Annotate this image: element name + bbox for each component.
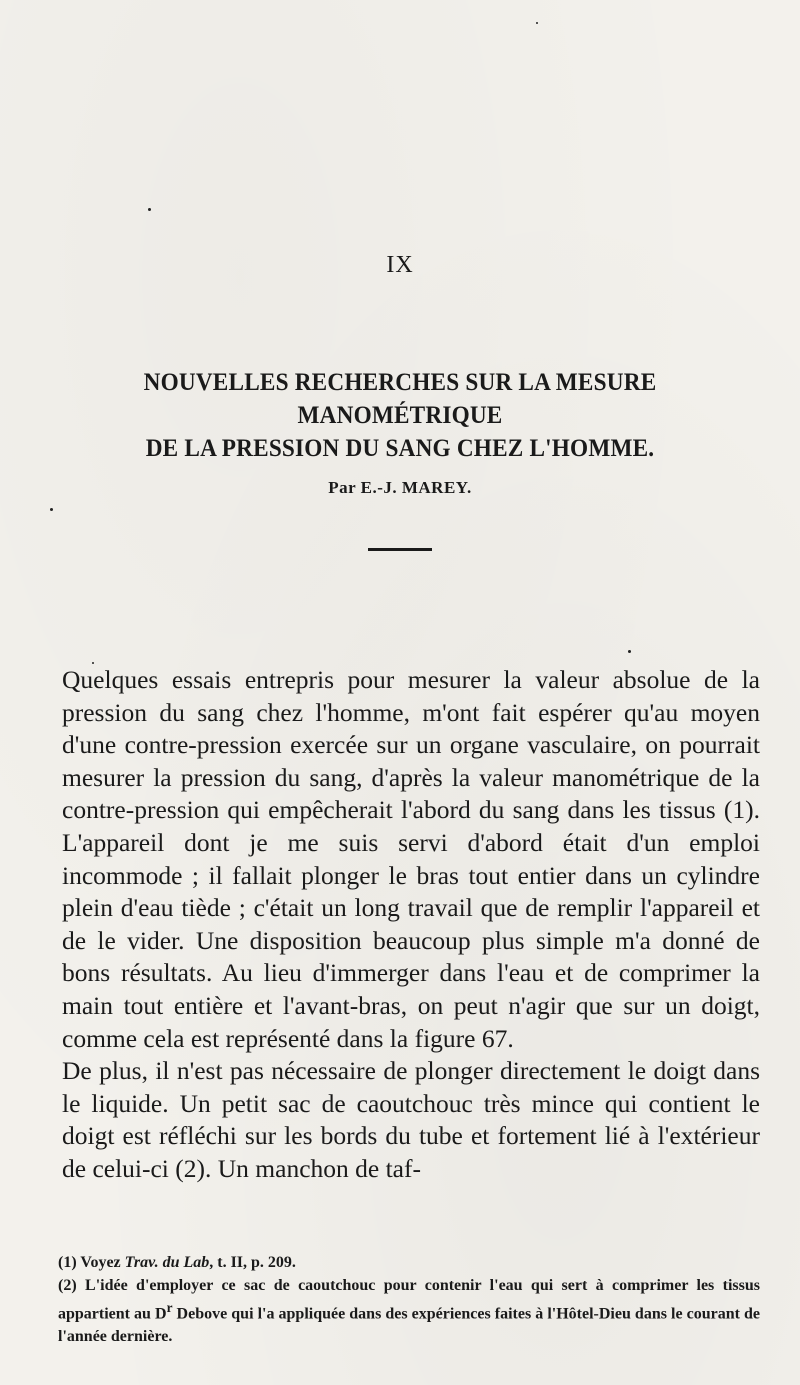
print-speck xyxy=(50,508,53,511)
footnotes xyxy=(58,1252,760,1348)
footnote-2 xyxy=(58,1275,760,1349)
paragraph: De plus, il n'est pas nécessaire de plonger directement le doigt dans le liquide. Un petit sac de caoutchouc très mince qui contient le doigt est réfléchi sur les bords du tube et fortement lié à l'extérieur de celui-ci (2). Un manchon de taf- xyxy=(62,1056,760,1183)
chapter-number: IX xyxy=(386,252,414,278)
footnote-2-superscript: r xyxy=(166,1300,173,1315)
footnote-1-title: Trav. du Lab xyxy=(124,1254,210,1271)
chapter-title xyxy=(56,366,744,465)
print-speck xyxy=(628,650,631,653)
body-text xyxy=(62,664,760,1186)
footnote-1 xyxy=(58,1252,760,1275)
footnote-2-suffix: Debove qui l'a appliquée dans des expériences faites à l'Hôtel-Dieu dans le courant de l'année dernière. xyxy=(58,1305,761,1345)
section-divider xyxy=(368,548,432,551)
chapter-title-line-2: DE LA PRESSION DU SANG CHEZ L'HOMME. xyxy=(145,435,655,462)
footnote-1-suffix: , t. II, p. 209. xyxy=(209,1254,296,1271)
print-speck xyxy=(92,662,94,664)
chapter-title-line-1: NOUVELLES RECHERCHES SUR LA MESURE MANOMÉTRIQUE xyxy=(143,369,657,429)
footnote-2-prefix: (2) L'idée d'employer ce sac de caoutchouc pour contenir l'eau qui sert à comprimer les tissus appartient au D xyxy=(58,1276,760,1323)
print-speck xyxy=(148,208,151,211)
footnote-1-prefix: (1) Voyez xyxy=(58,1254,125,1271)
print-speck xyxy=(536,22,538,24)
paragraph: Quelques essais entrepris pour mesurer la valeur absolue de la pression du sang chez l'homme, m'ont fait espérer qu'au moyen d'une contre-pression exercée sur un organe vasculaire, on pourrait mesurer la pression du sang, d'après la valeur manométrique de la contre-pression qui empêcherait l'abord du sang dans les tissus (1). L'appareil dont je me suis servi d'abord était d'un emploi incommode ; il fallait plonger le bras tout entier dans un cylindre plein d'eau tiède ; c'était un long travail que de remplir l'appareil et de le vider. Une disposition beaucoup plus simple m'a donné de bons résultats. Au lieu d'immerger dans l'eau et de comprimer la main tout entière et l'avant-bras, on peut n'agir que sur un doigt, comme cela est représenté dans la figure 67. xyxy=(62,665,760,1053)
author-byline: Par E.-J. MAREY. xyxy=(328,478,472,497)
